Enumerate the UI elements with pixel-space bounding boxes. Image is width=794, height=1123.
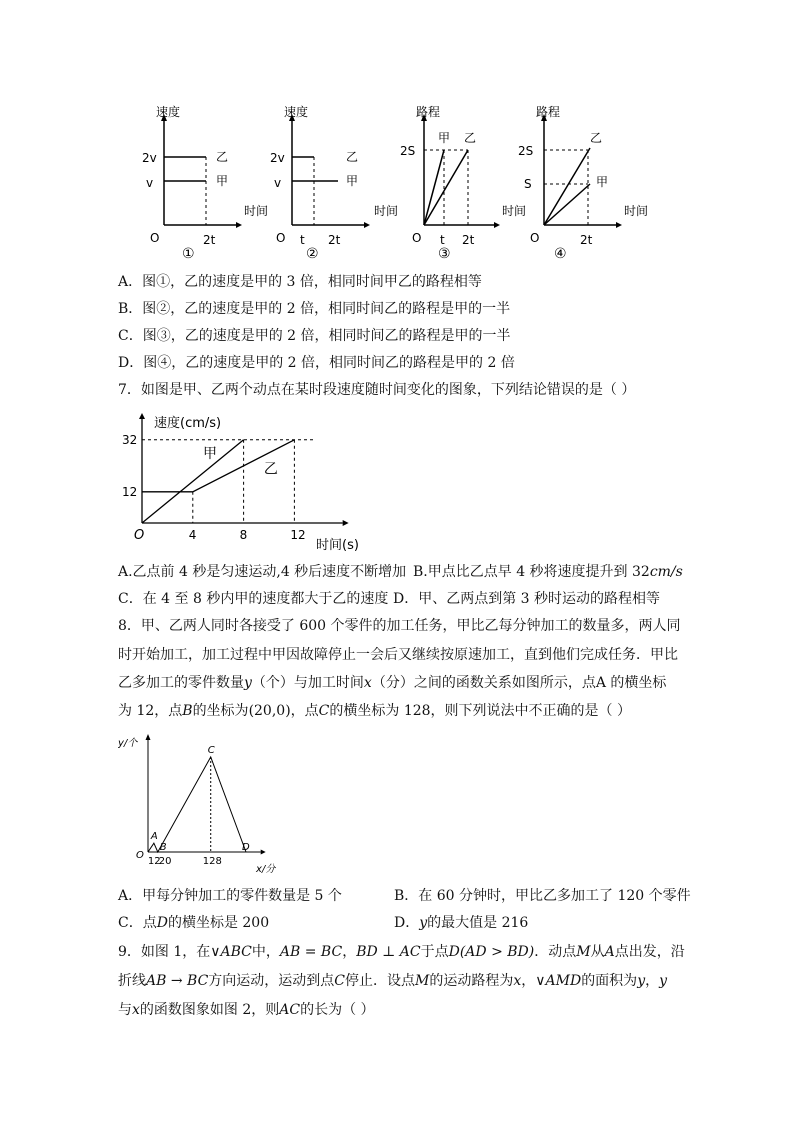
q9-var-ac: AC [279,1002,301,1018]
q9-t11: 的运动路程为 [429,973,514,989]
q6-option-c: C．图③，乙的速度是甲的 2 倍，相同时间乙的路程是甲的一半 [118,328,511,344]
q8-opt-d-var: y [419,915,428,931]
q8-text-b: （个）与加工时间 [251,675,364,691]
q8-point-d: D [242,842,250,853]
q7-xtick-4: 4 [188,528,197,542]
fig1-id: ① [182,246,195,262]
q9-t5: ．动点 [534,944,577,960]
fig2-series-jia: 甲 [346,174,359,188]
q8-text-d: 为 12，点 [118,703,183,719]
q8-var-y: y [244,675,252,691]
q9-var-m2: M [415,973,430,989]
q9-t17: 的长为（ ） [300,1002,375,1018]
q8-stem-line-4 [118,701,631,721]
q9-t14: ， [645,973,660,989]
q9-t7: 点出发，沿 [614,944,685,960]
q8-point-a: A [150,831,158,843]
q8-y-arrow [146,734,151,740]
q6-option-d: D．图④，乙的速度是甲的 2 倍，相同时间乙的路程是甲的 2 倍 [118,355,515,371]
q7-chart [118,405,378,555]
q9-eq-bd-ac: BD ⊥ AC [356,944,421,960]
q7-option-c: C．在 4 至 8 秒内甲的速度都大于乙的速度 [118,591,389,607]
fig1-series-jia: 甲 [216,174,229,188]
q7-ytick-32: 32 [122,432,138,447]
fig2-ytick-v: v [274,176,282,190]
fig1-origin: O [150,231,160,245]
figure-2 [270,104,398,262]
q9-var-m: M [576,944,591,960]
q9-t10: 停止．设点 [345,973,416,989]
fig1-ytick-2v: 2v [142,151,157,165]
q8-coord-b: (20,0) [248,703,291,719]
q9-var-a: A [604,944,615,960]
q7-label-jia: 甲 [202,446,217,462]
fig3-xtick-t: t [440,233,445,247]
fig4-ytick-s: S [524,177,532,191]
q9-tri-amd: ∨AMD [535,973,582,989]
fig1-x-label: 时间 [244,204,269,218]
q9-line-1 [118,942,685,962]
q7-option-a: A.乙点前 4 秒是匀速运动,4 秒后速度不断增加 [118,564,407,580]
q9-tri-abc: ∨ABC [210,944,252,960]
fig4-x-label: 时间 [624,204,649,218]
q8-option-b: B．在 60 分钟时，甲比乙多加工了 120 个零件 [394,888,691,904]
q8-opt-c-a: C．点 [118,915,157,931]
q7-option-d: D．甲、乙两点到第 3 秒时运动的路程相等 [393,591,661,607]
q8-text-a: 乙多加工的零件数量 [118,675,244,691]
q9-line-2 [118,971,667,991]
q9-eq-ab-bc: AB = BC [279,944,343,960]
q8-xtick-20: 20 [158,856,172,867]
fig2-xtick-2t: 2t [328,233,341,247]
fig4-ytick-2s: 2S [518,144,534,158]
fig4-xtick-2t: 2t [580,233,593,247]
q7-origin: O [134,528,145,543]
fig2-xtick-t: t [300,233,305,247]
q9-var-y: y [637,973,646,989]
q9-t4: 于点 [420,944,449,960]
q8-stem-line-1: 8．甲、乙两人同时各接受了 600 个零件的加工任务，甲比乙每分钟加工的数量多，两人同 [118,618,681,634]
figure-1 [142,104,268,262]
q9-t13: 的面积为 [581,973,638,989]
fig3-series-yi: 乙 [464,131,477,145]
q8-text-f: ，点 [290,703,319,719]
fig4-origin: O [530,231,540,245]
q7-option-b-unit: cm/s [649,564,683,580]
fig3-ytick-2s: 2S [400,144,416,158]
q7-x-label: 时间(s) [316,538,359,553]
q6-figures [130,100,660,265]
q8-chart [118,732,288,882]
q9-var-y2: y [659,973,668,989]
q7-option-b [413,562,683,582]
q8-text-c: （分）之间的函数关系如图所示，点A 的横坐标 [371,675,667,691]
q9-line-3 [118,1000,375,1020]
q9-t12: ， [521,973,536,989]
q9-var-x: x [513,973,522,989]
q9-eq-d: D(AD > BD) [448,944,535,960]
fig4-series-yi: 乙 [590,131,603,145]
q8-opt-c-b: 的横坐标是 200 [167,915,270,931]
q8-xtick-12: 12 [147,856,161,867]
q9-t9: 方向运动，运动到点 [208,973,335,989]
figure-4 [518,105,648,262]
fig2-id: ② [306,246,319,262]
q8-text-e: 的坐标为 [192,703,249,719]
q8-y-label: y/个 [118,738,138,749]
q8-var-x: x [363,675,372,691]
q8-opt-c-var: D [156,915,168,931]
fig3-id: ③ [438,246,451,262]
q8-var-c: C [318,703,330,719]
q7-ytick-12: 12 [122,484,138,499]
fig1-xtick-2t: 2t [203,233,216,247]
q9-t8: 折线 [118,973,146,989]
q8-option-d [394,913,528,933]
fig3-y-label: 路程 [416,105,441,119]
fig2-x-label: 时间 [374,204,399,218]
q8-point-b: B [159,842,167,853]
fig4-y-label: 路程 [536,105,561,119]
q8-option-c [118,913,269,933]
q6-option-a: A．图①，乙的速度是甲的 3 倍，相同时间甲乙的路程相等 [118,274,482,290]
q9-t6: 从 [590,944,605,960]
q9-t3: ， [342,944,357,960]
q8-x-arrow [261,850,266,855]
q8-series-line [148,757,246,852]
q8-opt-d-b: 的最大值是 216 [427,915,529,931]
fig3-xtick-2t: 2t [462,233,475,247]
fig3-x-label: 时间 [502,204,527,218]
q8-var-b: B [182,703,193,719]
q9-t2: 中， [251,944,280,960]
fig1-y-label: 速度 [156,105,181,119]
q7-stem: 7．如图是甲、乙两个动点在某时段速度随时间变化的图象，下列结论错误的是（ ） [118,382,636,398]
fig3-origin: O [412,231,422,245]
q8-stem-line-3 [118,673,666,693]
q8-option-a: A．甲每分钟加工的零件数量是 5 个 [118,888,342,904]
fig1-series-yi: 乙 [216,150,229,164]
q7-y-label: 速度(cm/s) [154,416,222,431]
q8-x-label: x/分 [256,864,276,875]
fig1-ytick-v: v [146,176,154,190]
q9-path: AB → BC [146,973,209,989]
fig4-series-jia: 甲 [596,175,609,189]
q9-var-x2: x [132,1002,140,1018]
q8-point-c: C [207,744,215,756]
q8-opt-d-a: D． [394,915,420,931]
q6-option-b: B．图②，乙的速度是甲的 2 倍，相同时间乙的路程是甲的一半 [118,301,511,317]
figure-3 [400,105,526,262]
fig4-id: ④ [554,246,567,262]
q9-t1: 9．如图 1，在 [118,944,211,960]
q8-stem-line-2: 时开始加工，加工过程中甲因故障停止一会后又继续按原速加工，直到他们完成任务．甲比 [118,647,678,663]
fig2-series-yi: 乙 [346,150,359,164]
q7-option-b-text: B.甲点比乙点早 4 秒将速度提升到 32 [413,564,650,580]
q9-var-c: C [334,973,346,989]
q9-t16: 的函数图象如图 2，则 [139,1002,280,1018]
q7-x-arrow [343,520,349,526]
q8-text-g: 的横坐标为 128，则下列说法中不正确的是（ ） [329,703,632,719]
q7-xtick-8: 8 [239,528,248,542]
q9-t15: 与 [118,1002,132,1018]
q8-xtick-128: 128 [202,856,222,867]
q7-y-arrow [139,413,145,419]
fig2-ytick-2v: 2v [270,151,285,165]
fig2-y-label: 速度 [284,105,309,119]
q7-label-yi: 乙 [263,461,278,478]
q8-origin: O [136,850,144,861]
fig3-series-jia: 甲 [438,131,451,145]
q7-xtick-12: 12 [290,528,306,542]
fig2-origin: O [276,231,286,245]
